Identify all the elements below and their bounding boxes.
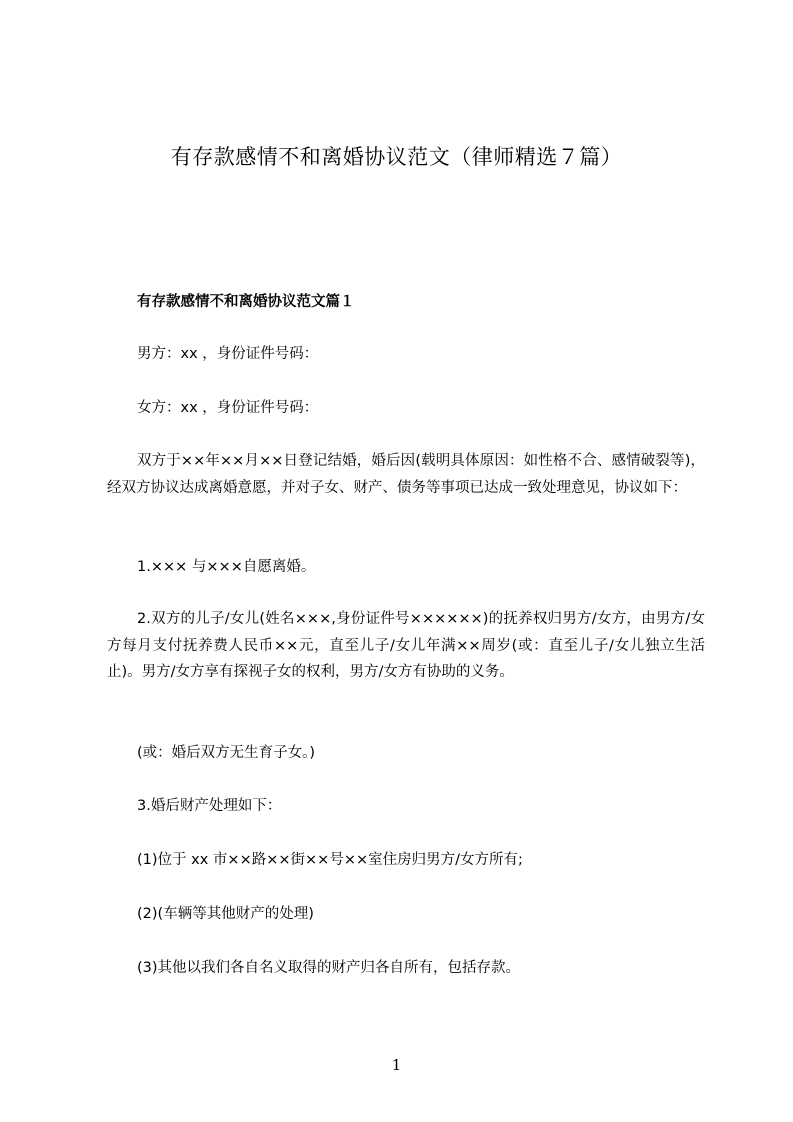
- paragraph-marriage-intro: 双方于××年××月××日登记结婚，婚后因(载明具体原因：如性格不合、感情破裂等)，经双方协议达成离婚意愿，并对子女、财产、债务等事项已达成一致处理意见，协议如下：: [107, 453, 705, 496]
- paragraph-clause-2-alt: (或：婚后双方无生育子女。): [137, 745, 316, 761]
- paragraph-clause-1: 1.××× 与×××自愿离婚。: [137, 559, 316, 575]
- paragraph-clause-3-2: (2)(车辆等其他财产的处理): [137, 906, 314, 922]
- paragraph-male-party: 男方：xx ，身份证件号码：: [137, 346, 319, 362]
- paragraph-female-party: 女方：xx ，身份证件号码：: [137, 400, 319, 416]
- paragraph-clause-3-3: (3)其他以我们各自名义取得的财产归各自所有，包括存款。: [137, 960, 521, 976]
- paragraph-clause-3-1: (1)位于 xx 市××路××街××号××室住房归男方/女方所有;: [137, 852, 523, 868]
- paragraph-clause-3: 3.婚后财产处理如下：: [137, 798, 282, 814]
- document-title: 有存款感情不和离婚协议范文（律师精选７篇）: [170, 145, 623, 169]
- section-heading: 有存款感情不和离婚协议范文篇１: [137, 294, 355, 310]
- page-number: 1: [391, 1056, 402, 1074]
- paragraph-clause-2: 2.双方的儿子/女儿(姓名×××,身份证件号××××××)的抚养权归男方/女方，由男方/女方每月支付抚养费人民币××元，直至儿子/女儿年满××周岁(或：直至儿子/女儿独立生活止)。男方/女方享有探视子女的权利，男方/女方有协助的义务。: [107, 611, 705, 680]
